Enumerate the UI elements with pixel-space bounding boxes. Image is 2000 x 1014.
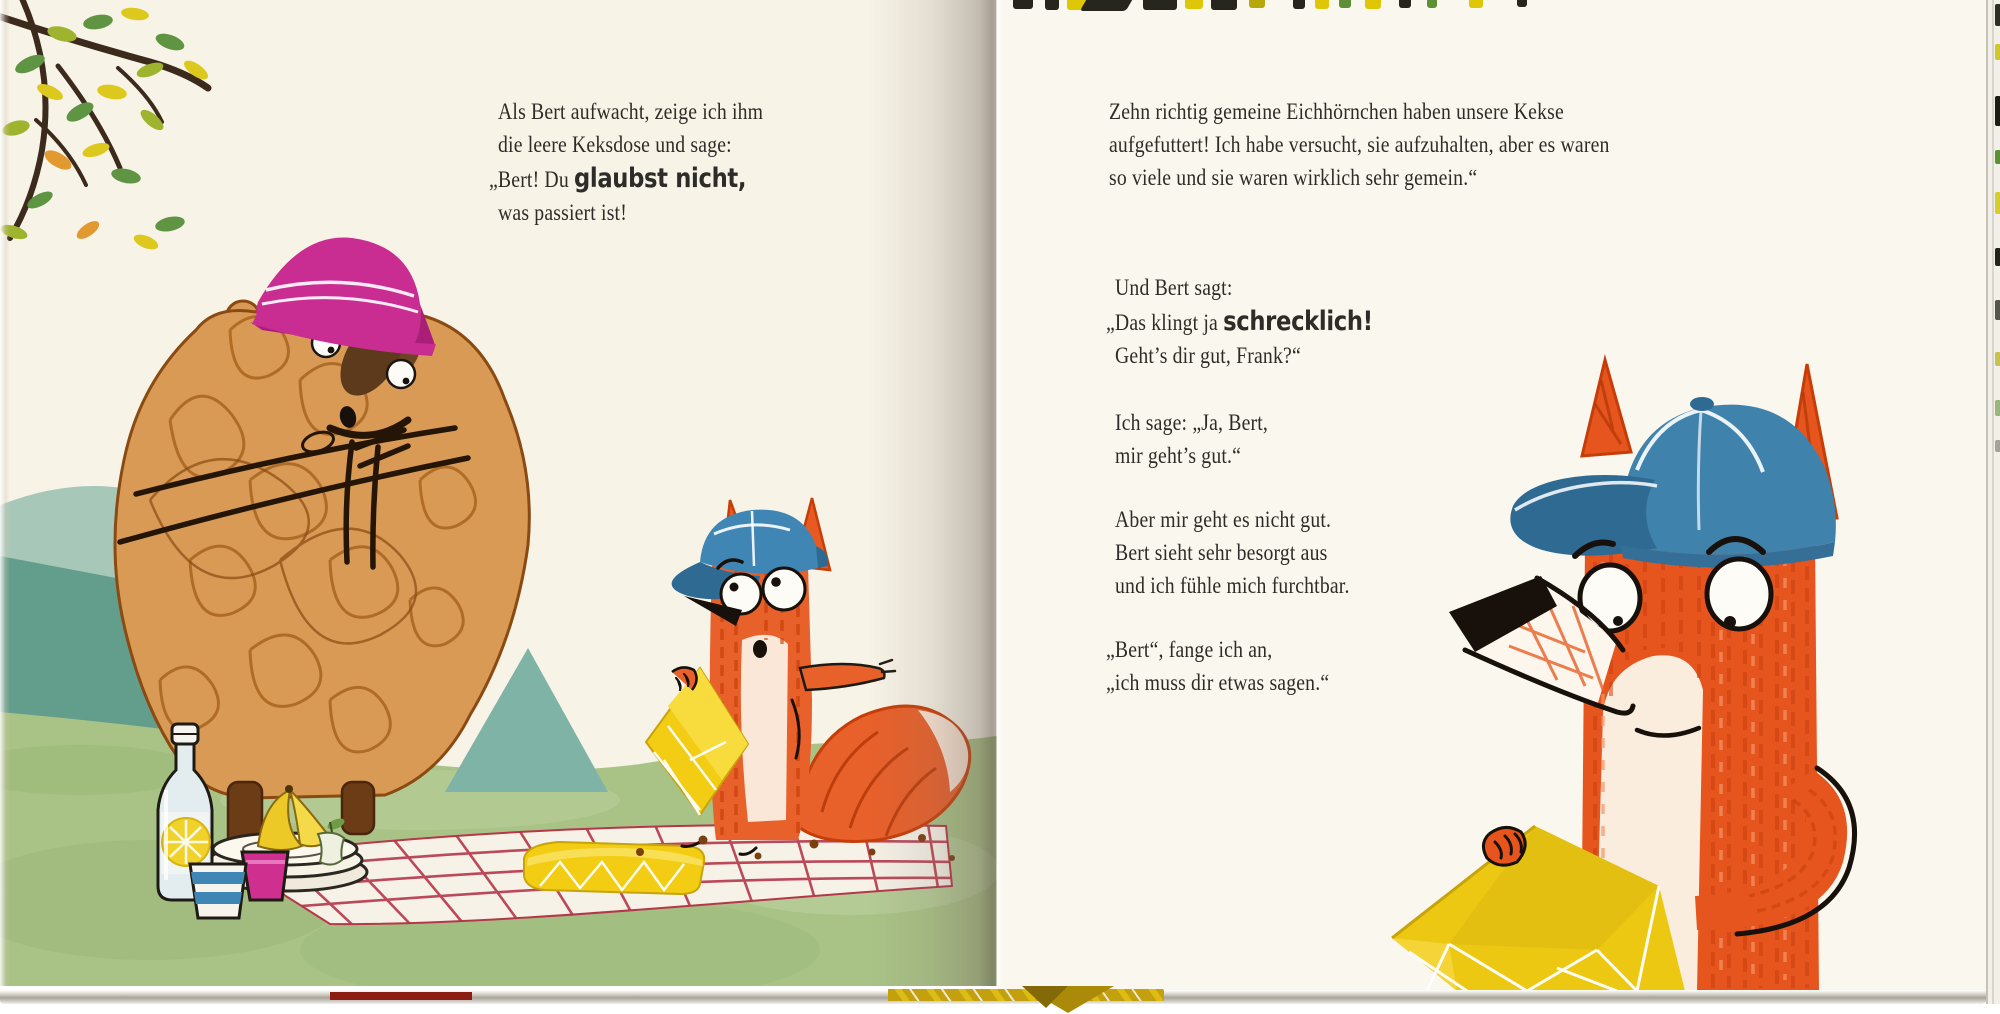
text-line: Aber mir geht es nicht gut. (1115, 507, 1332, 533)
cover-maroon-edge (330, 992, 472, 1000)
gutter-shadow (869, 0, 997, 986)
emphasis-text: schrecklich! (1223, 306, 1373, 337)
text-line: „ich muss dir etwas sagen.“ (1106, 670, 1330, 696)
page-edge-highlight (0, 0, 10, 986)
speech-line: Als Bert aufwacht, zeige ich ihm (498, 99, 764, 125)
page-left (0, 0, 997, 986)
text-line: mir geht’s gut.“ (1115, 443, 1242, 469)
dialogue-paragraph-confession (1106, 634, 1372, 700)
page-right (997, 0, 1986, 991)
magenta-cup (242, 852, 288, 900)
text-line: so viele und sie waren wirklich sehr gemein.“ (1109, 165, 1478, 191)
left-page-speech-text (489, 96, 814, 230)
text-line-emphasis: „Das klingt ja schrecklich! (1106, 306, 1373, 337)
speech-line-emphasis: „Bert! Du glaubst nicht, (489, 163, 747, 194)
dialogue-paragraph-bert (1106, 272, 1424, 373)
text-line: „Bert“, fange ich an, (1106, 637, 1273, 663)
large-fox-illustration (1392, 360, 1855, 991)
text-line: Zehn richtig gemeine Eichhörnchen haben unsere Kekse (1109, 99, 1564, 125)
speech-line: die leere Keksdose und sage: (498, 132, 732, 158)
blue-striped-cup (190, 864, 246, 918)
text-line: Geht’s dir gut, Frank?“ (1115, 343, 1301, 369)
text-line: Bert sieht sehr besorgt aus (1115, 540, 1328, 566)
speech-line: was passiert ist! (498, 200, 627, 226)
page-stack-line (1992, 0, 1994, 1004)
book-right-page-stack (1986, 0, 2000, 1004)
text-line: aufgefuttert! Ich habe versucht, sie aufzuhalten, aber es waren (1109, 132, 1610, 158)
emphasis-text: glaubst nicht, (573, 163, 747, 194)
text-line: und ich fühle mich furchtbar. (1115, 573, 1350, 599)
tree-leaves (0, 6, 211, 252)
fox-paw (1483, 827, 1525, 865)
text-line: Ich sage: „Ja, Bert, (1115, 410, 1268, 436)
bookmark-fold-shadow (1022, 986, 1068, 1008)
cookie-tin (524, 842, 704, 894)
fox-cap (1510, 397, 1836, 568)
narration-paragraph-2 (1115, 504, 1394, 603)
narration-paragraph-1 (1109, 96, 1705, 195)
dialogue-paragraph-frank (1115, 407, 1297, 473)
text-line: Und Bert sagt: (1115, 275, 1233, 301)
